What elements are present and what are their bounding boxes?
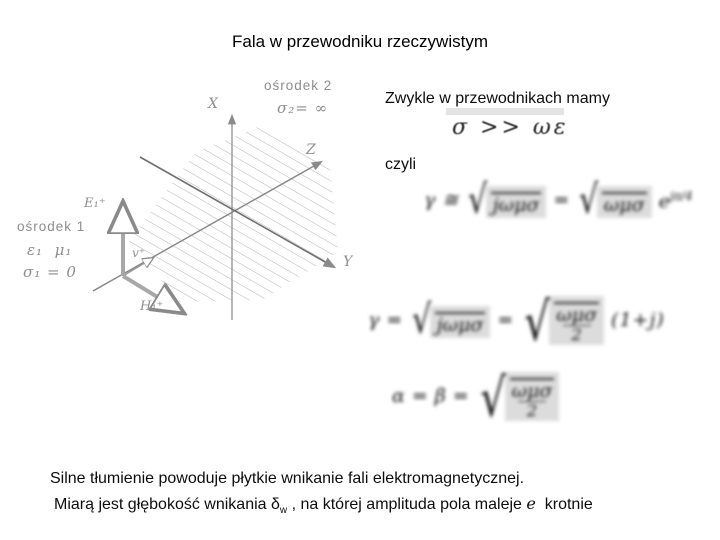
formula1-sqrt2-content: ωμσ bbox=[603, 193, 645, 216]
h-field-label: H₁⁺ bbox=[140, 299, 164, 314]
formula1-euler-term bbox=[659, 189, 693, 212]
formula1-sqrt1 bbox=[465, 177, 546, 223]
formula3-fraction bbox=[512, 382, 553, 419]
medium2-label: ośrodek 2 bbox=[264, 78, 333, 93]
radical-sign: √ bbox=[524, 290, 550, 353]
formula1-sqrt2 bbox=[576, 177, 651, 223]
euler-base: e bbox=[658, 190, 670, 213]
caption-line2 bbox=[54, 494, 593, 516]
formula3-lhs: α bbox=[392, 385, 405, 408]
page-title: Fala w przewodniku rzeczywistym bbox=[231, 32, 488, 51]
formula2-lhs: γ bbox=[368, 309, 380, 332]
caption-line2-end: krotnie bbox=[535, 496, 593, 513]
radical-sign: √ bbox=[479, 366, 506, 429]
formula3-sqrt bbox=[476, 366, 560, 429]
velocity-label: v⁺ bbox=[132, 246, 146, 260]
formula1-relation: ≅ bbox=[442, 189, 459, 212]
formula3-mid: β bbox=[434, 385, 446, 408]
formula-gamma-approx bbox=[424, 177, 693, 223]
euler-exponent: jπ/4 bbox=[669, 189, 693, 204]
formula2-equals1: = bbox=[386, 309, 403, 332]
formula2-sqrt2 bbox=[520, 290, 604, 353]
z-axis-label: Z bbox=[306, 142, 316, 158]
formula-gamma-expanded bbox=[368, 290, 665, 353]
fraction-denominator: 2 bbox=[563, 325, 591, 343]
formula1-equals: = bbox=[553, 189, 570, 212]
formula2-sqrt1-content: jωμσ bbox=[436, 313, 484, 336]
radical-sign: √ bbox=[579, 177, 599, 223]
formula-artifact-band bbox=[446, 108, 564, 115]
skin-depth-subscript: w bbox=[279, 505, 288, 516]
e-field-label: E₁⁺ bbox=[84, 196, 106, 211]
formula2-tail: (1+j) bbox=[611, 309, 665, 332]
fraction-numerator: ωμσ bbox=[556, 304, 598, 326]
formula1-sqrt1-content: jωμσ bbox=[492, 193, 540, 216]
fraction-numerator: ωμσ bbox=[511, 380, 553, 402]
caption-line1: Silne tłumienie powoduje płytkie wnikanie fali elektromagnetycznej. bbox=[50, 470, 525, 487]
medium1-label: ośrodek 1 bbox=[17, 219, 86, 234]
caption-line2-start: Miarą jest głębokość wnikania δ bbox=[54, 496, 280, 513]
euler-e-symbol: e bbox=[526, 494, 536, 513]
formula3-equals1: = bbox=[411, 385, 428, 408]
medium1-sigma-label: σ₁ = 0 bbox=[23, 263, 77, 281]
velocity-vector bbox=[123, 258, 153, 276]
x-axis-label: X bbox=[208, 96, 218, 112]
formula2-fraction bbox=[556, 306, 597, 343]
formula1-lhs: γ bbox=[424, 189, 436, 212]
intro-text: Zwykle w przewodnikach mamy bbox=[385, 90, 610, 107]
medium1-eps-mu-label: ε₁ μ₁ bbox=[27, 241, 73, 259]
radical-sign: √ bbox=[412, 296, 432, 343]
formula3-equals2: = bbox=[452, 385, 469, 408]
y-axis-label: Y bbox=[343, 254, 353, 270]
fraction-denominator: 2 bbox=[518, 401, 546, 419]
radical-sign: √ bbox=[468, 177, 488, 223]
formula-alpha-beta bbox=[392, 366, 559, 429]
caption-line2-middle: , na której amplituda pola maleje bbox=[287, 496, 527, 513]
condition-formula: σ >> ωε bbox=[452, 115, 569, 140]
medium2-sigma-label: σ₂= ∞ bbox=[277, 99, 329, 117]
connector-text: czyli bbox=[385, 156, 417, 173]
formula2-sqrt1 bbox=[409, 296, 490, 343]
formula2-equals2: = bbox=[497, 309, 514, 332]
